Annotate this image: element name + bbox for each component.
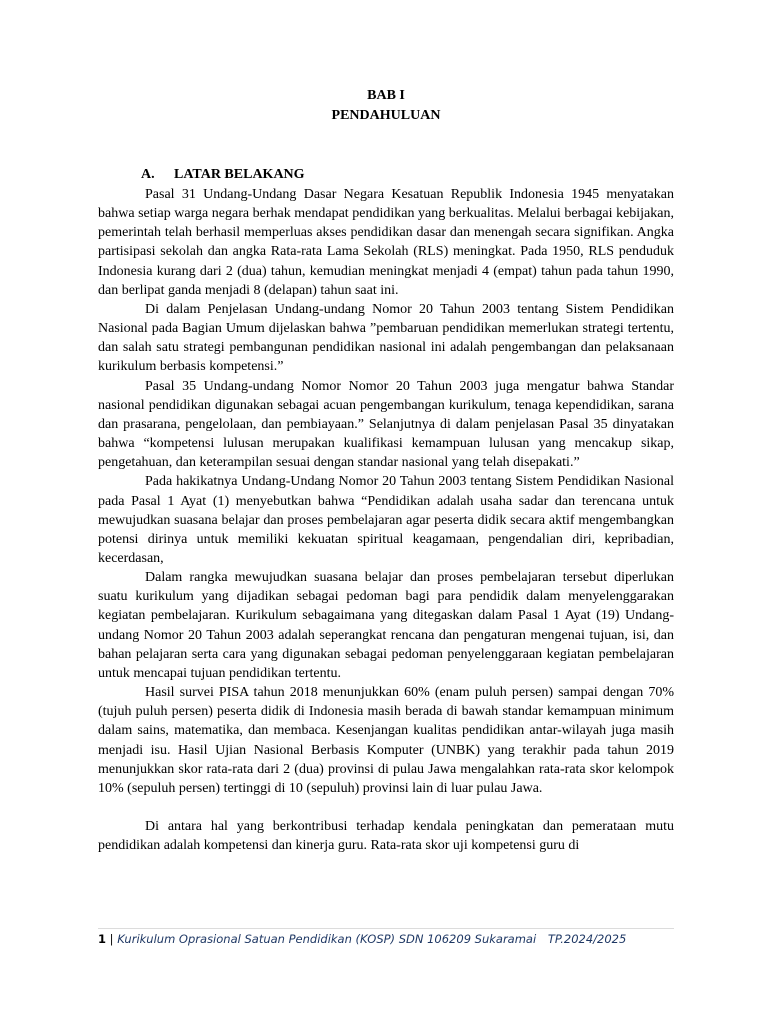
section-title: LATAR BELAKANG (174, 167, 305, 182)
body-paragraph: Di dalam Penjelasan Undang-undang Nomor 20 Tahun 2003 tentang Sistem Pendidikan Nasional pada Bagian Umum dijelaskan bahwa ”pembaruan pendidikan memerlukan strategi tertentu, dan salah satu strategi pembangunan pendidikan nasional ini adalah pengembangan dan pelaksanaan kurikulum berbasis kompetensi.” (98, 301, 674, 375)
body-paragraph: Pada hakikatnya Undang-Undang Nomor 20 Tahun 2003 tentang Sistem Pendidikan Nasional pada Pasal 1 Ayat (1) menyebutkan bahwa “Pendidikan adalah usaha sadar dan terencana untuk mewujudkan suasana belajar dan proses pembelajaran agar peserta didik secara aktif mengembangkan potensi dirinya untuk memiliki kekuatan spiritual keagamaan, pengendalian diri, kepribadian, kecerdasan, (98, 474, 674, 566)
chapter-number: BAB I (367, 88, 405, 103)
page-footer (98, 931, 698, 947)
footer-divider (98, 928, 674, 929)
body-paragraph: Dalam rangka mewujudkan suasana belajar dan proses pembelajaran tersebut diperlukan suatu kurikulum yang dijadikan sebagai pedoman bagi para pendidik dalam menyelenggarakan kegiatan pembelajaran. Kurikulum sebagaimana yang ditegaskan dalam Pasal 1 Ayat (19) Undang-undang Nomor 20 Tahun 2003 adalah seperangkat rencana dan pengaturan mengenai tujuan, isi, dan bahan pelajaran serta cara yang digunakan sebagai pedoman penyelenggaraan kegiatan pembelajaran untuk mencapai tujuan pendidikan tertentu. (98, 570, 674, 681)
section-heading (141, 165, 674, 185)
document-page (98, 86, 674, 855)
body-paragraph: Pasal 31 Undang-Undang Dasar Negara Kesatuan Republik Indonesia 1945 menyatakan bahwa setiap warga negara berhak mendapat pendidikan yang berkualitas. Melalui berbagai kebijakan, pemerintah telah berhasil memperluas akses pendidikan dasar dan menengah secara signifikan. Angka partisipasi sekolah dan angka Rata-rata Lama Sekolah (RLS) meningkat. Pada 1950, RLS penduduk Indonesia kurang dari 2 (dua) tahun, kemudian meningkat menjadi 4 (empat) tahun pada tahun 1990, dan berlipat ganda menjadi 8 (delapan) tahun saat ini. (98, 187, 674, 298)
body-paragraph: Pasal 35 Undang-undang Nomor Nomor 20 Tahun 2003 juga mengatur bahwa Standar nasional pendidikan digunakan sebagai acuan pengembangan kurikulum, tenaga kependidikan, sarana dan prasarana, pengelolaan, dan pembiayaan.” Selanjutnya di dalam penjelasan Pasal 35 dinyatakan bahwa “kompetensi lulusan merupakan kualifikasi kemampuan lulusan yang mencakup sikap, pengetahuan, dan keterampilan sesuai dengan standar nasional yang telah disepakati.” (98, 378, 674, 471)
chapter-title: PENDAHULUAN (331, 108, 441, 123)
page-number: 1 (98, 932, 107, 946)
section-number: A. (141, 167, 155, 182)
footer-year: TP.2024/2025 (547, 932, 627, 946)
body-paragraph: Di antara hal yang berkontribusi terhadap kendala peningkatan dan pemerataan mutu pendidikan adalah kompetensi dan kinerja guru. Rata-rata skor uji kompetensi guru di (98, 819, 674, 854)
body-paragraph: Hasil survei PISA tahun 2018 menunjukkan 60% (enam puluh persen) sampai dengan 70% (tujuh puluh persen) peserta didik di Indonesia masih berada di bawah standar kemampuan minimum dalam sains, matematika, dan membaca. Kesenjangan kualitas pendidikan antar-wilayah juga masih menjadi isu. Hasil Ujian Nasional Berbasis Komputer (UNBK) yang terakhir pada tahun 2019 menunjukkan skor rata-rata dari 2 (dua) provinsi di pulau Jawa mengalahkan rata-rata skor kelompok 10% (sepuluh persen) tertinggi di 10 (sepuluh) provinsi lain di luar pulau Jawa. (98, 685, 674, 796)
footer-title: Kurikulum Oprasional Satuan Pendidikan (KOSP) SDN 106209 Sukaramai (117, 932, 537, 946)
footer-separator: | (109, 932, 114, 946)
